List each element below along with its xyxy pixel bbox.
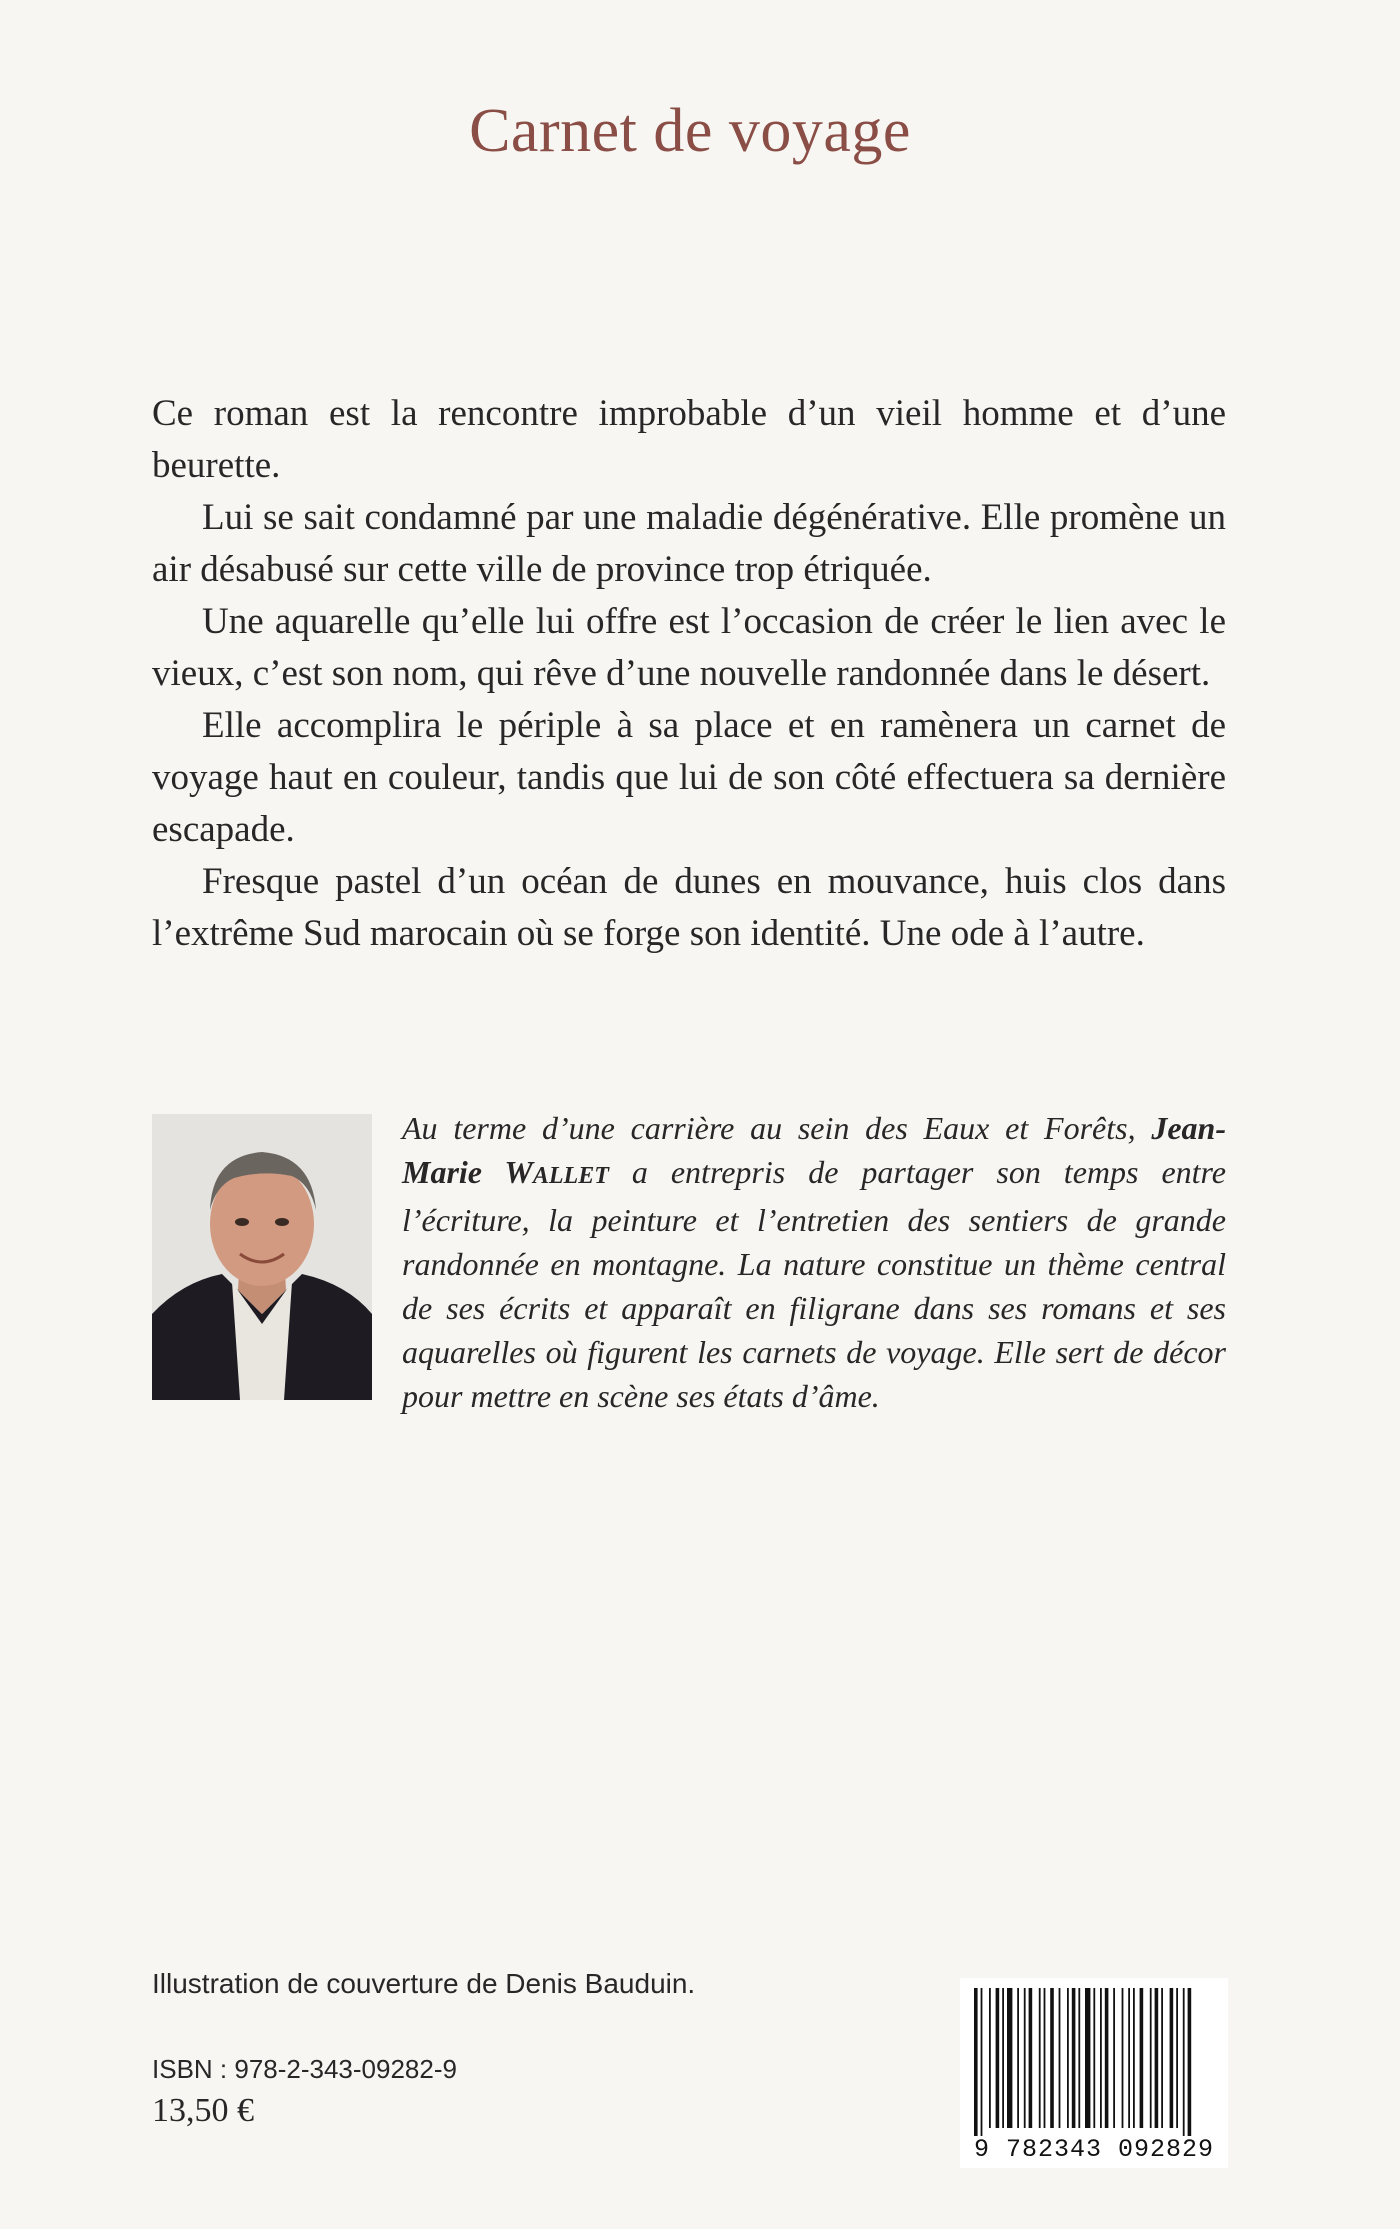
barcode-bar (1085, 1988, 1090, 2128)
author-bio-intro: Au terme d’une carrière au sein des Eaux et Forêts, (402, 1110, 1152, 1146)
barcode-bar (996, 1988, 1000, 2128)
author-bio (402, 1106, 1226, 1418)
author-last-name-initial: W (504, 1154, 533, 1190)
barcode-bar (1128, 1988, 1130, 2128)
book-title: Carnet de voyage (469, 97, 911, 165)
author-first-name: Jean-Marie (402, 1110, 1226, 1190)
price: 13,50 € (152, 2092, 254, 2129)
barcode-bar (1176, 1988, 1178, 2128)
barcode-bar (974, 1988, 978, 2136)
barcode-bar (1183, 1988, 1185, 2136)
synopsis-paragraph: Lui se sait condamné par une maladie dégénérative. Elle promène un air désabusé sur cette ville de province trop étriquée. (152, 497, 1226, 590)
barcode-bar (1067, 1988, 1069, 2128)
isbn: ISBN : 978-2-343-09282-9 (152, 2054, 457, 2084)
synopsis-paragraph: Une aquarelle qu’elle lui offre est l’occasion de créer le lien avec le vieux, c’est son nom, qui rêve d’une nouvelle randonnée dans le désert. (152, 601, 1226, 694)
barcode-bar (981, 1988, 983, 2136)
barcode (960, 1978, 1228, 2168)
barcode-bar (1078, 1988, 1080, 2128)
barcode-bar (1050, 1988, 1054, 2128)
barcode-bar (1039, 1988, 1041, 2128)
author-last-name-rest: ALLET (532, 1163, 609, 1189)
barcode-bar (1007, 1988, 1012, 2128)
author-bio-body: a entrepris de partager son temps entre l’écriture, la peinture et l’entretien des sentiers de grande randonnée en montagne. La nature constitue un thème central de ses écrits et apparaît en filigrane dans ses romans et ses aquarelles où figurent les carnets de voyage. Elle sert de décor pour mettre en scène ses états d’âme. (402, 1154, 1227, 1414)
barcode-bar (1029, 1988, 1033, 2128)
barcode-bar (1122, 1988, 1124, 2128)
barcode-bar (1093, 1988, 1095, 2128)
barcode-bar (1002, 1988, 1004, 2128)
barcode-bar (1161, 1988, 1163, 2128)
barcode-bar (1044, 1988, 1046, 2128)
barcode-bar (1133, 1988, 1135, 2128)
barcode-bar (1017, 1988, 1019, 2128)
barcode-bar (1100, 1988, 1102, 2128)
barcode-bar (989, 1988, 991, 2128)
barcode-bar (1155, 1988, 1159, 2128)
cover-illustration-credit: Illustration de couverture de Denis Bauduin. (152, 1968, 696, 1999)
barcode-digits: 9 782343 092829 (973, 2135, 1215, 2164)
barcode-bar (1059, 1988, 1061, 2128)
barcode-bar (1140, 1988, 1144, 2128)
barcode-bar (1170, 1988, 1174, 2128)
barcode-bar (1024, 1988, 1026, 2128)
author-photo (152, 1114, 372, 1400)
barcode-bar (1150, 1988, 1152, 2128)
barcode-bar (1188, 1988, 1192, 2136)
synopsis (152, 388, 1226, 960)
barcode-bar (1105, 1988, 1109, 2128)
synopsis-paragraph: Ce roman est la rencontre improbable d’un vieil homme et d’une beurette. (152, 393, 1226, 486)
synopsis-paragraph: Elle accomplira le périple à sa place et en ramènera un carnet de voyage haut en couleur, tandis que lui de son côté effectuera sa dernière escapade. (152, 705, 1226, 850)
barcode-bars (960, 1978, 1228, 2138)
barcode-bar (1113, 1988, 1115, 2128)
synopsis-paragraph: Fresque pastel d’un océan de dunes en mouvance, huis clos dans l’extrême Sud marocain où se forge son identité. Une ode à l’autre. (152, 861, 1226, 954)
barcode-bar (1072, 1988, 1076, 2128)
